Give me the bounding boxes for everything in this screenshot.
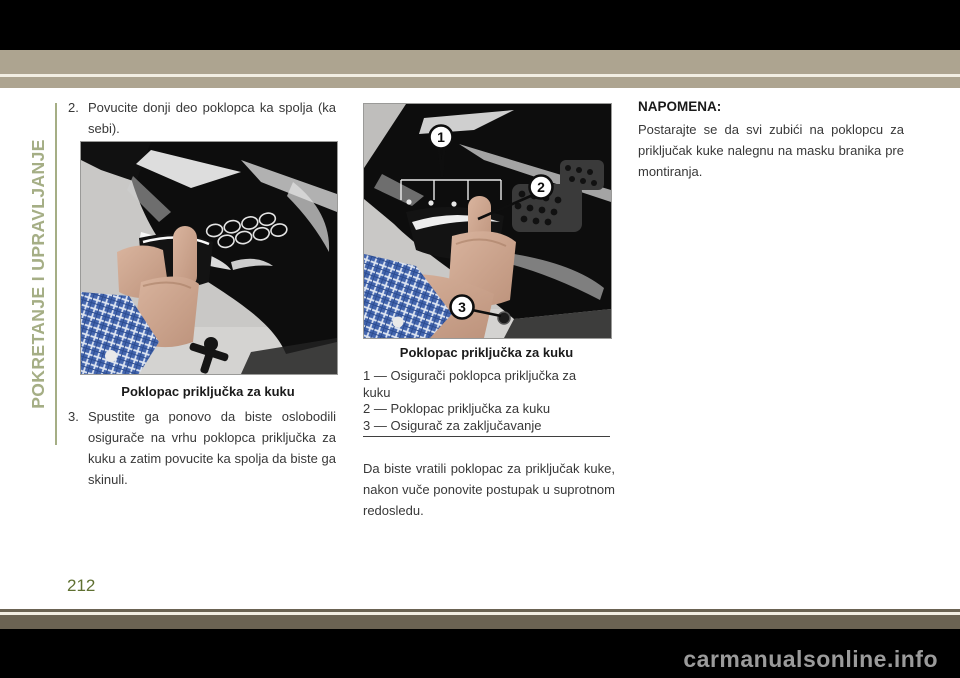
- reinstall-paragraph: Da biste vratili poklopac za priključak kuke, nakon vuče ponovite postupak u suprotnom redosledu.: [363, 461, 615, 518]
- legend-item-2: 2 — Poklopac priključka za kuku: [363, 401, 551, 416]
- callout-1-label: 1: [437, 129, 445, 145]
- figure-2-caption: Poklopac priključka za kuku: [399, 345, 574, 360]
- step-2-text: Povucite donji deo poklopca ka spolja (ka sebi).: [88, 100, 336, 136]
- legend-item-1: 1 — Osigurači poklopca priključka za kuku: [363, 368, 577, 400]
- chapter-sidebar-label: POKRETANJE I UPRAVLJANJE: [25, 103, 57, 445]
- figure-2-legend: [363, 368, 599, 434]
- top-black-band: [0, 0, 960, 50]
- bottom-olive-band: [0, 615, 960, 629]
- figure-1-caption: Poklopac priključka za kuku: [121, 384, 295, 399]
- watermark-text: carmanualsonline.info: [683, 646, 938, 672]
- callout-2-label: 2: [537, 179, 545, 195]
- step-3: [68, 406, 336, 490]
- tow-hook-cover-illustration-2: [364, 104, 611, 338]
- tow-hook-cover-illustration-1: [81, 142, 337, 374]
- figure-tow-hook-cover-photo-1: [80, 141, 338, 375]
- legend-divider: [363, 436, 610, 437]
- step-3-number: 3.: [68, 409, 79, 424]
- step-2-number: 2.: [68, 100, 79, 115]
- top-tan-stripe: [0, 77, 960, 88]
- legend-item-3: 3 — Osigurač za zaključavanje: [363, 417, 542, 433]
- callout-3-label: 3: [458, 299, 466, 315]
- step-2: [68, 97, 336, 139]
- figure-tow-hook-cover-photo-2: [363, 103, 612, 339]
- note-heading: NAPOMENA:: [638, 99, 722, 114]
- note-text: Postarajte se da svi zubići na poklopcu za priključak kuke nalegnu na masku branika pre montiranja.: [638, 122, 904, 179]
- step-3-text: Spustite ga ponovo da biste oslobodili osigurače na vrhu poklopca priključka za kuku a zatim povucite ka spolja da biste ga skinuli.: [88, 409, 336, 487]
- top-tan-band: [0, 50, 960, 74]
- page-number: 212: [67, 576, 96, 595]
